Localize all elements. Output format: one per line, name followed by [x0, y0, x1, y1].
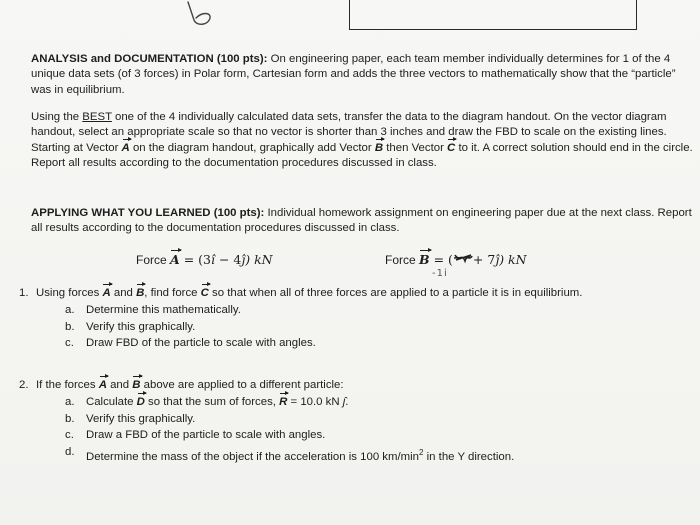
list-item [19, 428, 695, 444]
force-a-unit: ) kN [245, 252, 273, 267]
q2a-j-hat: ȷ̂ [342, 395, 346, 408]
q1-text-2: and [110, 287, 137, 299]
part-text: Verify this graphically. [86, 412, 196, 425]
q1-vector-a: A [102, 286, 110, 302]
q2-text-2: and [106, 379, 133, 391]
question-2-stem [19, 378, 695, 394]
force-b-eq: = ( [429, 252, 453, 267]
q2a-text-4: . [345, 395, 349, 408]
q2-vector-b: B [132, 378, 140, 394]
vector-d-symbol: D [137, 395, 145, 411]
force-a-label: Force [136, 253, 171, 267]
q2a-text-1: Calculate [86, 395, 137, 408]
vector-a-symbol: A [122, 141, 130, 156]
part-letter: c. [65, 337, 74, 350]
force-a-j-hat: ȷ̂ [241, 252, 246, 267]
vector-b-symbol: B [375, 141, 383, 156]
analysis-text: On engineering paper, each team member individually determines for 1 of the 4 unique data sets (of 3 forces) in Polar form, Cartesian form and adds the three vectors to mathematically show that the “particle” was in equilibrium. [31, 53, 676, 96]
applying-paragraph [31, 206, 697, 237]
part-letter: a. [65, 395, 75, 408]
instr-text-1: Using the [31, 111, 83, 123]
part-letter: b. [65, 412, 75, 425]
force-b-unit: ) kN [499, 252, 527, 267]
instr-text-3: on the diagram handout, graphically add Vector [129, 141, 375, 154]
part-letter: c. [65, 429, 74, 442]
q1-text-3: , find force [144, 287, 201, 299]
instr-text-2: one of the 4 individually calculated data sets, transfer the data to the diagram handout. On the vector diagram handout, select an appropriate scale so that no vector is shorter than 3 inches and draw the FBD to scale on the existing lines. Starting at Vector [31, 111, 667, 154]
q1-vector-b: B [136, 286, 144, 302]
question-1-parts [19, 303, 695, 352]
force-a-mid: − 4 [214, 252, 242, 267]
question-2-parts [19, 395, 695, 466]
force-a-equation [136, 252, 273, 267]
part-letter: d. [65, 446, 75, 459]
handwritten-margin-note: -1i [432, 268, 448, 279]
q2d-text-1: Determine the mass of the object if the acceleration is 100 km/min [86, 450, 420, 463]
part-text: Determine this mathematically. [86, 303, 241, 316]
part-letter: b. [65, 320, 75, 333]
force-b-label: Force [385, 253, 420, 267]
handwritten-mark [180, 0, 220, 30]
q1-vector-c: C [201, 286, 209, 302]
vector-r-symbol: R [279, 395, 287, 411]
part-text [86, 445, 514, 466]
question-1-stem [19, 286, 695, 302]
q1-text-4: so that when all of three forces are applied to a particle it is in equilibrium. [208, 287, 583, 299]
part-text: Verify this graphically. [86, 320, 196, 333]
question-2 [19, 378, 695, 466]
list-item [19, 320, 695, 336]
question-1 [19, 286, 695, 352]
part-text: Draw FBD of the particle to scale with angles. [86, 337, 316, 350]
part-text [86, 395, 348, 411]
force-a-vector: A [170, 252, 180, 267]
best-emphasis: BEST [82, 111, 112, 123]
name-box [349, 0, 637, 30]
part-text: Draw a FBD of the particle to scale with angles. [86, 429, 326, 442]
q2-text-1: If the forces [36, 379, 99, 391]
question-1-number: 1. [19, 287, 29, 299]
analysis-heading: ANALYSIS and DOCUMENTATION (100 pts): [31, 53, 268, 65]
list-item [19, 336, 695, 352]
question-2-number: 2. [19, 379, 29, 391]
force-b-vector: B [419, 252, 430, 267]
instr-text-4: then Vector [383, 141, 448, 154]
q2-vector-a: A [99, 378, 107, 394]
q2-text-3: above are applied to a different particle: [140, 379, 344, 391]
part-letter: a. [65, 303, 75, 316]
force-b-equation [385, 252, 527, 267]
list-item [19, 412, 695, 428]
q1-text-1: Using forces [36, 287, 103, 299]
list-item [19, 395, 695, 411]
q2a-text-2: so that the sum of forces, [144, 395, 280, 408]
force-a-eq: = (3 [179, 252, 211, 267]
q2d-text-2: in the Y direction. [423, 450, 515, 463]
applying-text: Individual homework assignment on engineering paper due at the next class. Report all results according to the documentation procedures discussed in class. [31, 207, 692, 235]
q2a-text-3: = 10.0 kN [287, 395, 343, 408]
force-b-plus: + 7 [472, 252, 496, 267]
instr-text-5: to it. A correct solution should end in the circle. Report all results according to the documentation procedures discussed in class. [31, 141, 693, 170]
analysis-paragraph [31, 52, 697, 98]
applying-heading: APPLYING WHAT YOU LEARNED (100 pts): [31, 207, 265, 219]
vector-c-symbol: C [447, 141, 455, 156]
force-a-i-hat: ı̂ [210, 252, 215, 267]
force-b-j-hat: ȷ̂ [495, 252, 500, 267]
list-item [19, 445, 695, 466]
instructions-paragraph [31, 110, 697, 172]
given-forces [0, 252, 700, 272]
list-item [19, 303, 695, 319]
scribbled-out-term [453, 252, 473, 264]
q2d-exponent: 2 [419, 448, 424, 458]
